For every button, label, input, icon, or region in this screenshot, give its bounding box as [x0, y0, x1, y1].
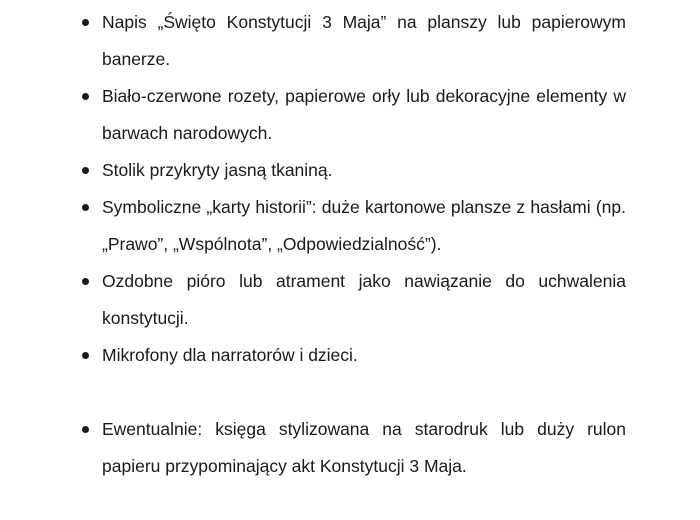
list-item-text: Ewentualnie: księga stylizowana na starodruk lub duży rulon papieru przypominający akt Konstytucji 3 Maja. [102, 419, 626, 476]
list-item-text: Biało-czerwone rozety, papierowe orły lub dekoracyjne elementy w barwach narodowych. [102, 86, 626, 143]
list-item [78, 189, 626, 263]
list-item-text: Ozdobne pióro lub atrament jako nawiązanie do uchwalenia konstytucji. [102, 271, 626, 328]
bullet-list [78, 4, 626, 485]
list-item-text: Stolik przykryty jasną tkaniną. [102, 160, 333, 180]
list-item [78, 78, 626, 152]
list-item [78, 4, 626, 78]
list-item-text: Symboliczne „karty historii”: duże kartonowe plansze z hasłami (np. „Prawo”, „Wspólnota”, „Odpowiedzialność”). [102, 197, 626, 254]
list-item [78, 411, 626, 485]
bullet-dot-icon [82, 93, 89, 100]
list-item [78, 152, 626, 189]
list-item [78, 263, 626, 337]
list-item [78, 337, 626, 374]
bullet-dot-icon [82, 19, 89, 26]
bullet-dot-icon [82, 204, 89, 211]
list-item-text: Napis „Święto Konstytucji 3 Maja” na planszy lub papierowym banerze. [102, 12, 626, 69]
bullet-dot-icon [82, 278, 89, 285]
bullet-dot-icon [82, 426, 89, 433]
bullet-dot-icon [82, 352, 89, 359]
list-item-text: Mikrofony dla narratorów i dzieci. [102, 345, 358, 365]
bullet-dot-icon [82, 167, 89, 174]
